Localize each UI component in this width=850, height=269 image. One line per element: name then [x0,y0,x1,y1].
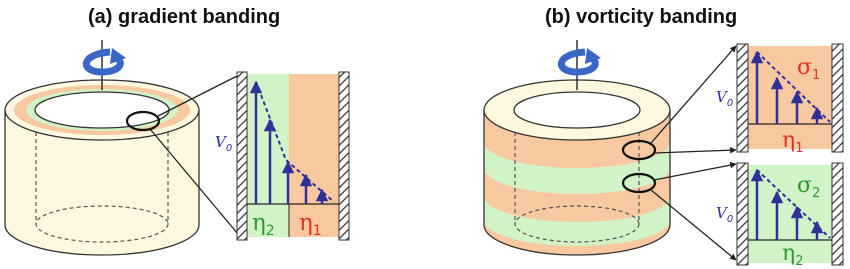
panel-b-cylinder [484,40,670,269]
panel-b-sigma1-label: $\sigma_1$ [797,55,821,83]
panel-a-eta1-label: $\eta_1$ [299,210,322,239]
panel-a-velocity-label: $V_0$ [215,133,233,154]
panel-b-top-velocity-label: $V_0$ [716,88,734,109]
panel-b-bottom-inset [716,163,843,269]
panel-b-bottom-velocity-label: $V_0$ [716,204,734,225]
panel-b-eta2-label: $\eta_2$ [782,241,804,269]
panel-a-title: (a) gradient banding [88,6,281,28]
panel-a-cylinder [5,40,199,255]
panel-b-eta1-label: $\eta_1$ [782,128,804,156]
panel-b-title: (b) vorticity banding [545,6,738,28]
panel-b-top-inset [716,44,843,156]
panel-a-inset [215,72,349,240]
panel-b-sigma2-label: $\sigma_2$ [797,173,821,201]
panel-a-eta2-label: $\eta_2$ [252,210,275,239]
